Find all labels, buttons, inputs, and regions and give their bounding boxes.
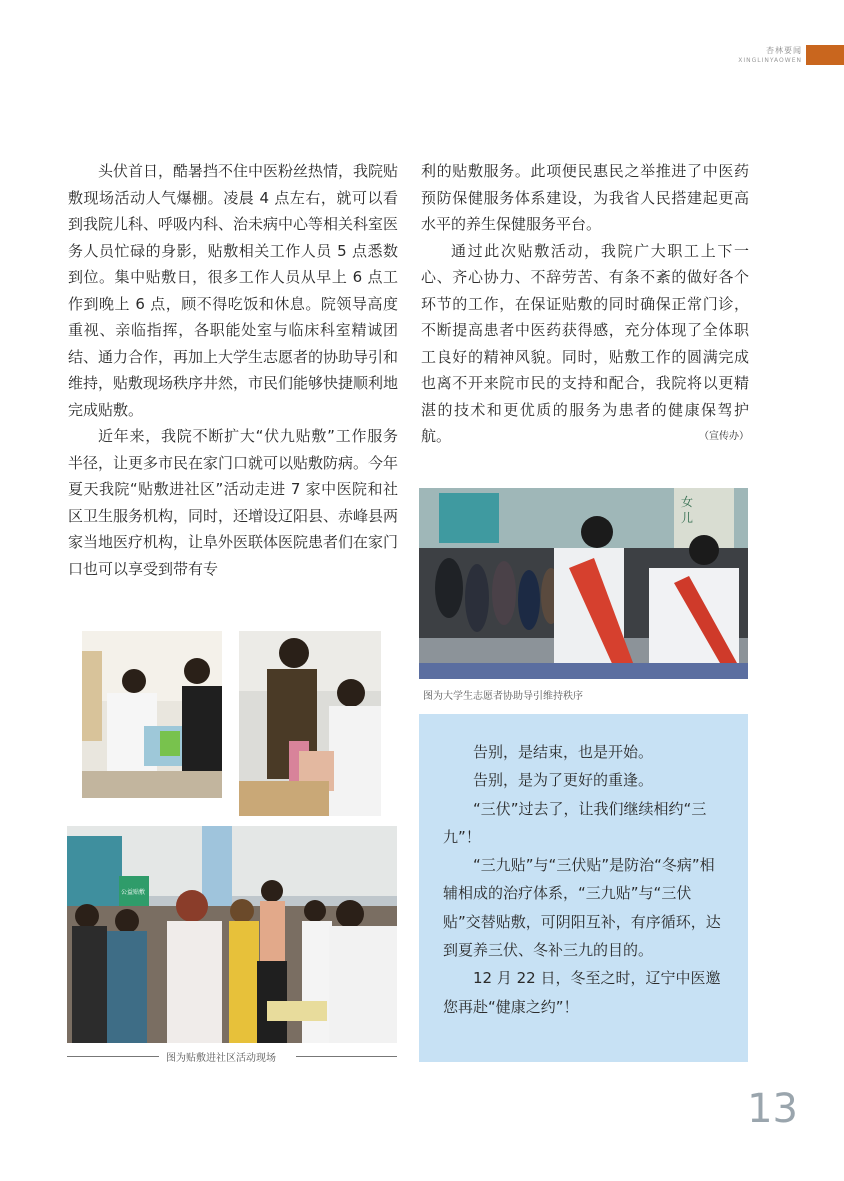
photo-community <box>67 826 397 1043</box>
section-title: 杏林要闻 <box>766 46 802 55</box>
photo-caption: 图为贴敷进社区活动现场 <box>166 1053 276 1064</box>
svg-text:儿: 儿 <box>681 511 694 525</box>
note-line: “三九贴”与“三伏贴”是防治“冬病”相辅相成的治疗体系，“三九贴”与“三伏贴”交替贴敷，可阴阳互补，有序循环，达到夏养三伏、冬补三九的目的。 <box>443 856 721 960</box>
author-signature: （宣传办） <box>699 430 749 442</box>
closing-note-text <box>443 738 729 1021</box>
note-line: 告别，是为了更好的重逢。 <box>473 771 654 790</box>
note-line: 12 月 22 日，冬至之时，辽宁中医邀您再赴“健康之约”！ <box>443 969 721 1016</box>
section-title-pinyin: XINGLINYAOWEN <box>738 57 802 64</box>
caption-rule-left <box>67 1056 159 1057</box>
closing-note-box <box>419 714 748 1062</box>
paragraph: 头伏首日，酷暑挡不住中医粉丝热情，我院贴敷现场活动人气爆棚。凌晨 4 点左右，就可以看到我院儿科、呼吸内科、治未病中心等相关科室医务人员忙碌的身影，贴敷相关工作人员 5 点悉数到位。集中贴敷日，很多工作人员从早上 6 点工作到晚上 6 点，顾不得吃饭和休息。院领导高度重视、亲临指挥，各职能处室与临床科室精诚团结、通力合作，再加上大学生志愿者的协助导引和维持，贴敷现场秩序井然，市民们能够快捷顺利地完成贴敷。 <box>68 162 399 419</box>
left-text-column <box>68 158 398 582</box>
page-number: 13 <box>747 1086 798 1132</box>
paragraph: 近年来，我院不断扩大“伏九贴敷”工作服务半径，让更多市民在家门口就可以贴敷防病。今年夏天我院“贴敷进社区”活动走进 7 家中医院和社区卫生服务机构，同时，还增设辽阳县、赤峰县两家当地医疗机构，让阜外医联体医院患者们在家门口也可以享受到带有专 <box>68 427 399 578</box>
svg-text:女: 女 <box>681 495 694 509</box>
right-text-column <box>421 158 749 450</box>
paragraph-continuation: 利的贴敷服务。此项便民惠民之举推进了中医药预防保健服务体系建设，为我省人民搭建起更高水平的养生保健服务平台。 <box>421 162 749 233</box>
photo-volunteers <box>419 488 748 679</box>
note-line: “三伏”过去了，让我们继续相约“三九”！ <box>443 799 707 846</box>
photo-caption: 图为大学生志愿者协助导引维持秩序 <box>423 691 583 702</box>
photo-treatment-left <box>82 631 222 798</box>
photo-treatment-right <box>239 631 381 816</box>
section-accent-block <box>806 45 844 65</box>
caption-rule-right <box>296 1056 397 1057</box>
paragraph: 通过此次贴敷活动，我院广大职工上下一心、齐心协力、不辞劳苦、有条不紊的做好各个环节的工作，在保证贴敷的同时确保正常门诊，不断提高患者中医药获得感，充分体现了全体职工良好的精神风貌。同时，贴敷工作的圆满完成也离不开来院市民的支持和配合，我院将以更精湛的技术和更优质的服务为患者的健康保驾护航。 <box>421 241 749 445</box>
svg-text:公益贴敷: 公益贴敷 <box>121 889 146 896</box>
note-line: 告别，是结束，也是开始。 <box>473 743 654 761</box>
